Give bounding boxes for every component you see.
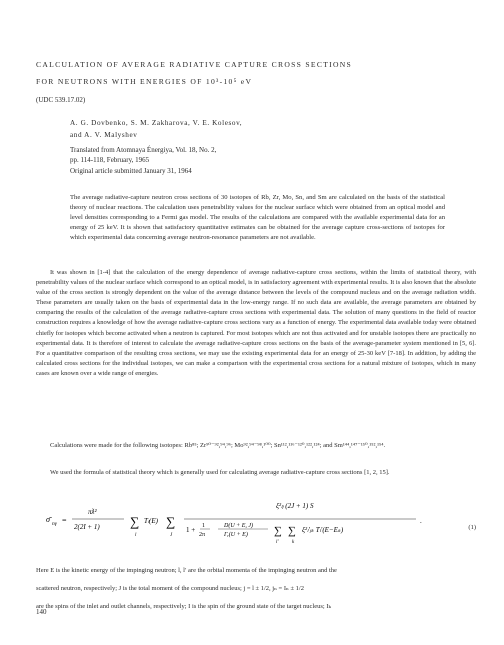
svg-text:=: = bbox=[62, 516, 67, 525]
translation-line-1: Translated from Atomnaya Énergiya, Vol. 18, No. 2, bbox=[70, 146, 217, 154]
svg-text:ξ²ₗⱼ (2J + 1) S: ξ²ₗⱼ (2J + 1) S bbox=[276, 502, 314, 510]
title-line-1: CALCULATION OF AVERAGE RADIATIVE CAPTURE CROSS SECTIONS bbox=[36, 60, 353, 69]
paragraph-text: It was shown in [1-4] that the calculation of the energy dependence of average radiative-capture cross sections, within the limits of statistical theory, with penetrability values of the nuclear surface which correspond to an optical model, is in satisfactory agreement with experimental results. It is also known that the absolute value of the cross section is strongly dependent on the value of the average distance between the levels of the compound nucleus and on the average radiation width. These parameters are usually taken on the basis of experimental data in the low-energy range. If no such data are available, the average parameters are obtained by comparing the results of the calculation of the average radiative-capture cross sections with experimental data. The solution of many questions in the field of reactor construction requires a knowledge of how the average radiative-capture cross sections vary as a function of energy. The experimental data available today were obtained chiefly for isotopes which become activated when a neutron is captured. For most isotopes which are not thus activated and for unstable isotopes there are practically no experimental data. It is therefore of interest to calculate the average radiative-capture cross sections on the basis of the average-parameter system mentioned in [5, 6]. For a quantitative comparison of the resulting cross sections, we may use the existing experimental data for an energy of 25-30 keV [7-18]. In addition, by adding the calculated cross sections for the individual isotopes, we can make a comparison with the experimental cross sections for a natural mixture of isotopes, which in many cases are known over a wide range of energies. bbox=[36, 269, 476, 377]
svg-text:k: k bbox=[292, 540, 295, 545]
body-paragraph-1 bbox=[36, 268, 476, 379]
svg-text:1 +: 1 + bbox=[186, 526, 196, 534]
svg-text:∑: ∑ bbox=[130, 514, 140, 529]
equation-1 bbox=[36, 494, 476, 556]
equation-graphic bbox=[36, 494, 476, 556]
svg-text:.: . bbox=[420, 517, 422, 525]
translation-info bbox=[70, 145, 450, 176]
svg-text:2π: 2π bbox=[199, 532, 206, 538]
title-line-2: FOR NEUTRONS WITH ENERGIES OF 10³-10⁵ eV bbox=[36, 77, 253, 86]
translation-line-2: pp. 114-118, February, 1965 bbox=[70, 156, 150, 165]
svg-text:2(2I + 1): 2(2I + 1) bbox=[74, 523, 100, 531]
authors-line-2: and A. V. Malyshev bbox=[70, 131, 138, 139]
svg-text:σ̄: σ̄ bbox=[46, 515, 50, 524]
svg-text:∑: ∑ bbox=[166, 514, 176, 529]
paragraph-4-line-1: Here E is the kinetic energy of the impinging neutron; l, l′ are the orbital momenta of the impinging neutron and the bbox=[36, 567, 337, 574]
svg-text:πƛ²: πƛ² bbox=[88, 508, 97, 516]
body-paragraph-2: Calculations were made for the following isotopes: Rb⁸⁵; Zr⁹⁰⁻⁹²,⁹⁴,⁹⁶; Mo⁹²,⁹⁴⁻⁹⁸,¹⁰⁰; Sn¹¹²,¹¹⁶⁻¹²⁰,¹²²,¹²⁴; and Sm¹⁴⁴,¹⁴⁷⁻¹⁵⁰,¹⁵²,¹⁵⁴. bbox=[50, 442, 386, 449]
body-paragraph-3: We used the formula of statistical theory which is generally used for calculating average radiative-capture cross sections [1, 2, 15]. bbox=[50, 469, 390, 476]
authors-line-1: A. G. Dovbenko, S. M. Zakharova, V. E. Kolesov, bbox=[70, 119, 243, 127]
paragraph-4-line-2: scattered neutron, respectively; J is the total moment of the compound nucleus; j = l ± 1/2, jₙ = Iₙ ± 1/2 bbox=[36, 585, 304, 592]
svg-text:l: l bbox=[135, 533, 137, 538]
udc-code: (UDC 539.17.02) bbox=[36, 96, 86, 104]
equation-number: (1) bbox=[468, 524, 476, 531]
svg-text:ξ²ₗ′ⱼₖ Tₗ′(E−Eₖ): ξ²ₗ′ⱼₖ Tₗ′(E−Eₖ) bbox=[302, 526, 344, 534]
svg-text:∑: ∑ bbox=[288, 525, 296, 537]
body-paragraph-4 bbox=[36, 566, 476, 612]
svg-text:D(U + E, J): D(U + E, J) bbox=[224, 523, 254, 529]
paragraph-4-line-3: are the spins of the inlet and outlet channels, respectively; I is the spin of the ground state of the target nucleus; Iₖ bbox=[36, 603, 331, 610]
svg-text:Γᵧ(U + E): Γᵧ(U + E) bbox=[224, 532, 248, 538]
svg-text:nγ: nγ bbox=[52, 521, 57, 527]
svg-text:l′: l′ bbox=[276, 540, 279, 545]
page-number: 140 bbox=[36, 608, 47, 616]
abstract: The average radiative-capture neutron cross sections of 30 isotopes of Rb, Zr, Mo, Sn, and Sm are calculated on the basis of the statistical theory of nuclear reactions. The calculation uses penetrability values for the nuclear surface which were obtained from an optical model and level densities corresponding to a Fermi gas model. The results of the calculations are compared with the available experimental data for an energy of 25 keV. It is shown that satisfactory quantitative estimates can be obtained for the average capture cross-sections of isotopes for which experimental data concerning average neutron-resonance parameters are not available. bbox=[70, 194, 445, 241]
paper-title bbox=[36, 56, 476, 90]
svg-text:∑: ∑ bbox=[274, 525, 282, 537]
authors bbox=[70, 117, 450, 141]
svg-text:1: 1 bbox=[202, 523, 205, 529]
translation-line-3: Original article submitted January 31, 1964 bbox=[70, 166, 192, 175]
svg-text:J: J bbox=[170, 533, 173, 538]
svg-text:Tₗ(E): Tₗ(E) bbox=[144, 517, 158, 525]
